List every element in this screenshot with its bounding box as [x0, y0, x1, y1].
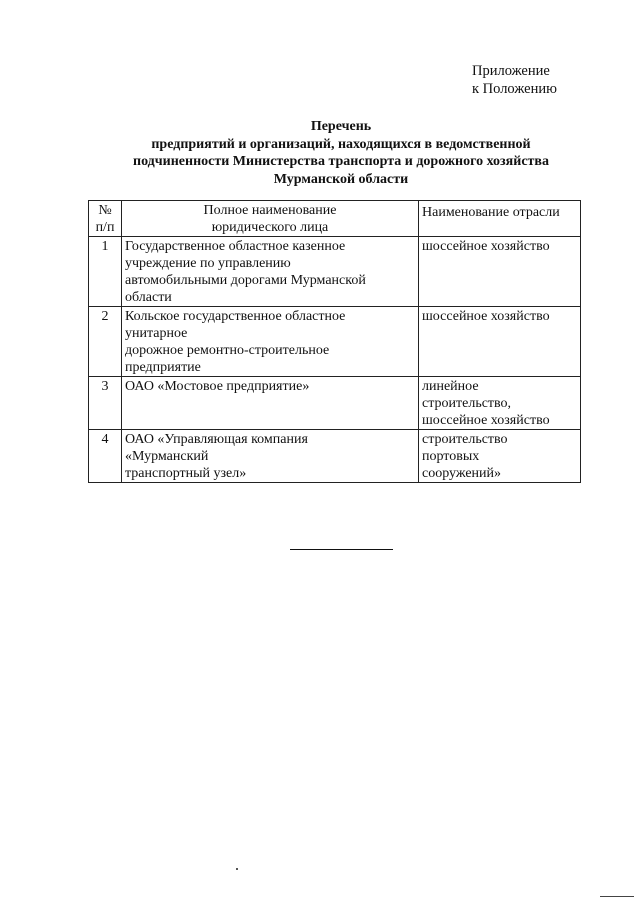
- table-header-row: [89, 201, 581, 237]
- header-entity-name-line-1: Полное наименование: [203, 203, 337, 218]
- header-industry: Наименование отрасли: [419, 201, 581, 237]
- entity-name-line: Кольское государственное областное: [125, 309, 346, 324]
- entity-name-line: дорожное ремонтно-строительное: [125, 343, 330, 358]
- industry-line: портовых: [422, 449, 480, 464]
- row-industry: [419, 307, 581, 377]
- title-line-4: Мурманской области: [273, 171, 409, 187]
- row-entity-name: [122, 430, 419, 483]
- appendix-note: [472, 62, 557, 98]
- entity-name-line: ОАО «Мостовое предприятие»: [125, 379, 310, 394]
- industry-line: сооружений»: [422, 466, 502, 481]
- enterprises-table: [88, 200, 581, 483]
- header-number: [89, 201, 122, 237]
- industry-line: шоссейное хозяйство: [422, 239, 550, 254]
- row-entity-name: [122, 237, 419, 307]
- table-row: [89, 237, 581, 307]
- entity-name-line: унитарное: [125, 326, 188, 341]
- footer-mark-line: [600, 896, 634, 897]
- industry-line: линейное: [422, 379, 479, 394]
- entity-name-line: ОАО «Управляющая компания: [125, 432, 308, 447]
- scan-speck: [236, 868, 238, 870]
- industry-line: шоссейное хозяйство: [422, 413, 550, 428]
- table-row: [89, 430, 581, 483]
- row-industry: [419, 237, 581, 307]
- header-entity-name: [122, 201, 419, 237]
- entity-name-line: Государственное областное казенное: [125, 239, 346, 254]
- row-industry: [419, 377, 581, 430]
- title-line-1: Перечень: [310, 119, 372, 134]
- closing-separator-line: [290, 549, 393, 550]
- industry-line: строительство,: [422, 396, 512, 411]
- row-number: 4: [89, 430, 122, 483]
- table-row: [89, 377, 581, 430]
- row-number: 1: [89, 237, 122, 307]
- industry-line: строительство: [422, 432, 508, 447]
- title-line-2: предприятий и организаций, находящихся в ведомственной: [151, 136, 531, 152]
- row-industry: [419, 430, 581, 483]
- entity-name-line: области: [125, 290, 172, 305]
- row-number: 2: [89, 307, 122, 377]
- row-entity-name: [122, 377, 419, 430]
- entity-name-line: «Мурманский: [125, 449, 209, 464]
- entity-name-line: учреждение по управлению: [125, 256, 291, 271]
- entity-name-line: автомобильными дорогами Мурманской: [125, 273, 366, 288]
- header-entity-name-line-2: юридического лица: [211, 220, 329, 235]
- document-title: [96, 118, 586, 188]
- entity-name-line: предприятие: [125, 360, 201, 375]
- industry-line: шоссейное хозяйство: [422, 309, 550, 324]
- table-row: [89, 307, 581, 377]
- header-number-line-2: п/п: [95, 220, 115, 235]
- row-entity-name: [122, 307, 419, 377]
- title-line-3: подчиненности Министерства транспорта и дорожного хозяйства: [133, 154, 549, 169]
- header-number-line-1: №: [98, 203, 112, 218]
- entity-name-line: транспортный узел»: [125, 466, 247, 481]
- appendix-line-1: Приложение: [472, 63, 550, 79]
- appendix-line-2: к Положению: [472, 81, 557, 97]
- row-number: 3: [89, 377, 122, 430]
